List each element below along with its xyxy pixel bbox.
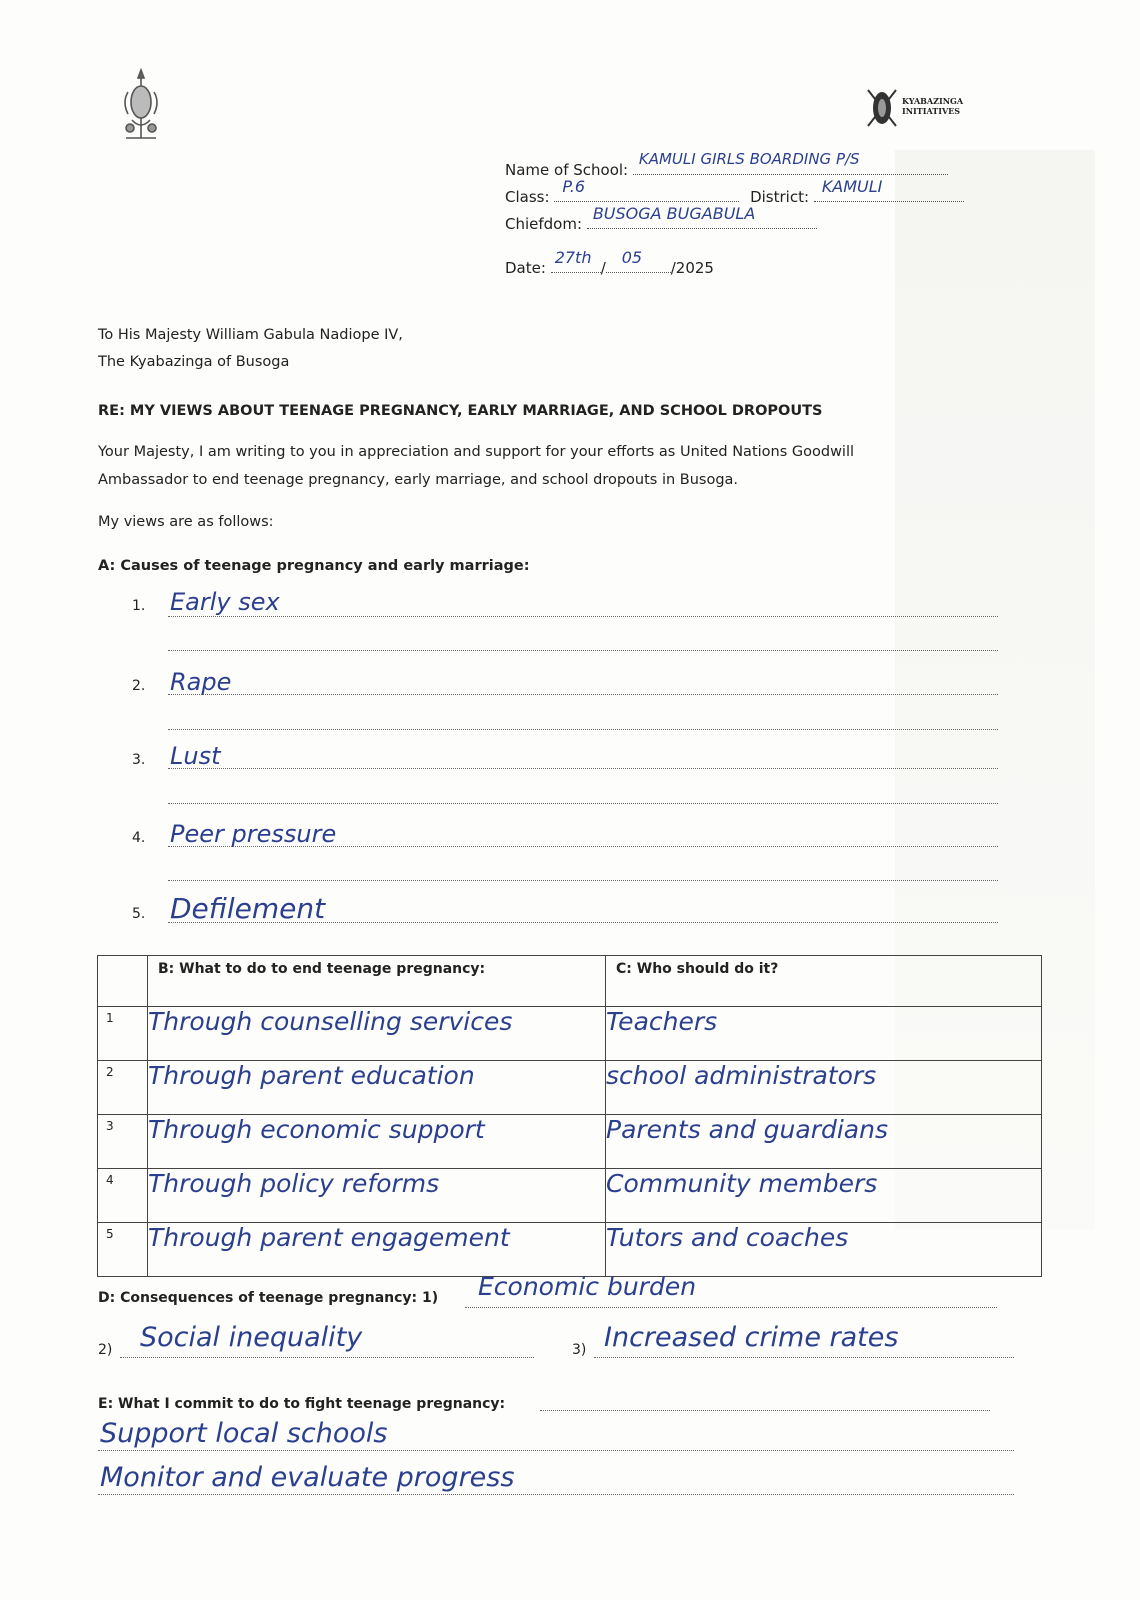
consequence-3: Increased crime rates [604, 1322, 899, 1353]
table-header-row [98, 956, 1042, 1007]
cause-number: 5. [132, 906, 146, 922]
addressee-line2: The Kyabazinga of Busoga [98, 354, 290, 370]
dotted-line [168, 846, 998, 847]
logo-text-line2: INITIATIVES [902, 106, 961, 116]
table-row [98, 1223, 1042, 1277]
table-header-num [98, 956, 148, 1007]
cause-text: Peer pressure [170, 820, 337, 848]
section-a-heading: A: Causes of teenage pregnancy and early marriage: [98, 558, 530, 574]
class-value: P.6 [562, 177, 586, 196]
table-row [98, 1169, 1042, 1223]
chiefdom-field [505, 204, 817, 233]
subject-line: RE: MY VIEWS ABOUT TEENAGE PREGNANCY, EARLY MARRIAGE, AND SCHOOL DROPOUTS [98, 403, 823, 419]
consequence-2-label: 2) [98, 1342, 113, 1358]
date-label: Date: [505, 259, 546, 277]
who-cell: school administrators [606, 1061, 1042, 1115]
table-row [98, 1007, 1042, 1061]
cause-number: 2. [132, 678, 146, 694]
what-cell: Through policy reforms [148, 1169, 606, 1223]
cause-text: Defilement [170, 892, 326, 925]
what-cell: Through parent engagement [148, 1223, 606, 1277]
kyabazinga-initiatives-logo [866, 86, 978, 132]
dotted-line [540, 1410, 990, 1411]
table-header-what: B: What to do to end teenage pregnancy: [148, 956, 606, 1007]
dotted-line [168, 694, 998, 695]
cause-text: Early sex [170, 588, 280, 616]
row-number: 3 [98, 1115, 148, 1169]
cause-number: 1. [132, 598, 146, 614]
row-number: 2 [98, 1061, 148, 1115]
table-row [98, 1061, 1042, 1115]
dotted-line [168, 729, 998, 730]
dotted-line [98, 1494, 1014, 1495]
dotted-line [465, 1307, 997, 1308]
what-who-table [97, 955, 1042, 1277]
table-row [98, 1115, 1042, 1169]
section-e-heading: E: What I commit to do to fight teenage pregnancy: [98, 1396, 506, 1412]
who-cell: Tutors and coaches [606, 1223, 1042, 1277]
date-field: Date: 27th / 05 /2025 [505, 248, 714, 277]
school-label: Name of School: [505, 161, 629, 179]
date-day: 27th [554, 248, 592, 267]
school-value: KAMULI GIRLS BOARDING P/S [638, 150, 860, 168]
district-label: District: [750, 188, 810, 206]
dotted-line [168, 922, 998, 923]
commitment-1: Support local schools [100, 1418, 388, 1449]
commitment-2: Monitor and evaluate progress [100, 1462, 515, 1493]
body-line1: Your Majesty, I am writing to you in appreciation and support for your efforts as United Nations Goodwill [98, 444, 855, 460]
row-number: 1 [98, 1007, 148, 1061]
cause-text: Rape [170, 668, 232, 696]
what-cell: Through economic support [148, 1115, 606, 1169]
dotted-line [168, 768, 998, 769]
who-cell: Community members [606, 1169, 1042, 1223]
dotted-line [168, 803, 998, 804]
busoga-kingdom-emblem-icon [118, 68, 164, 144]
table-header-who: C: Who should do it? [606, 956, 1042, 1007]
addressee [98, 322, 403, 376]
cause-text: Lust [170, 742, 221, 770]
consequence-3-label: 3) [572, 1342, 587, 1358]
cause-number: 4. [132, 830, 146, 846]
dotted-line [98, 1450, 1014, 1451]
dotted-line [594, 1357, 1014, 1358]
date-year: /2025 [670, 259, 714, 277]
body-line2: Ambassador to end teenage pregnancy, early marriage, and school dropouts in Busoga. [98, 472, 739, 488]
what-cell: Through counselling services [148, 1007, 606, 1061]
chiefdom-label: Chiefdom: [505, 215, 583, 233]
dotted-line [168, 650, 998, 651]
class-label: Class: [505, 188, 550, 206]
who-cell: Teachers [606, 1007, 1042, 1061]
consequence-2: Social inequality [140, 1322, 363, 1353]
row-number: 4 [98, 1169, 148, 1223]
logo-wordmark [902, 96, 963, 116]
date-month: 05 [621, 248, 643, 267]
who-cell: Parents and guardians [606, 1115, 1042, 1169]
consequence-1: Economic burden [478, 1272, 697, 1301]
dotted-line [168, 616, 998, 617]
views-intro: My views are as follows: [98, 514, 274, 530]
district-value: KAMULI [821, 177, 883, 196]
dotted-line [168, 880, 998, 881]
letter-body [98, 438, 854, 494]
what-cell: Through parent education [148, 1061, 606, 1115]
cause-number: 3. [132, 752, 146, 768]
row-number: 5 [98, 1223, 148, 1277]
dotted-line [120, 1357, 534, 1358]
kyabazinga-initiatives-shield-icon [866, 86, 898, 130]
chiefdom-value: BUSOGA BUGABULA [592, 204, 756, 223]
section-d-heading: D: Consequences of teenage pregnancy: 1) [98, 1290, 439, 1306]
logo-text-line1: KYABAZINGA [902, 96, 964, 106]
addressee-line1: To His Majesty William Gabula Nadiope IV, [98, 327, 403, 343]
